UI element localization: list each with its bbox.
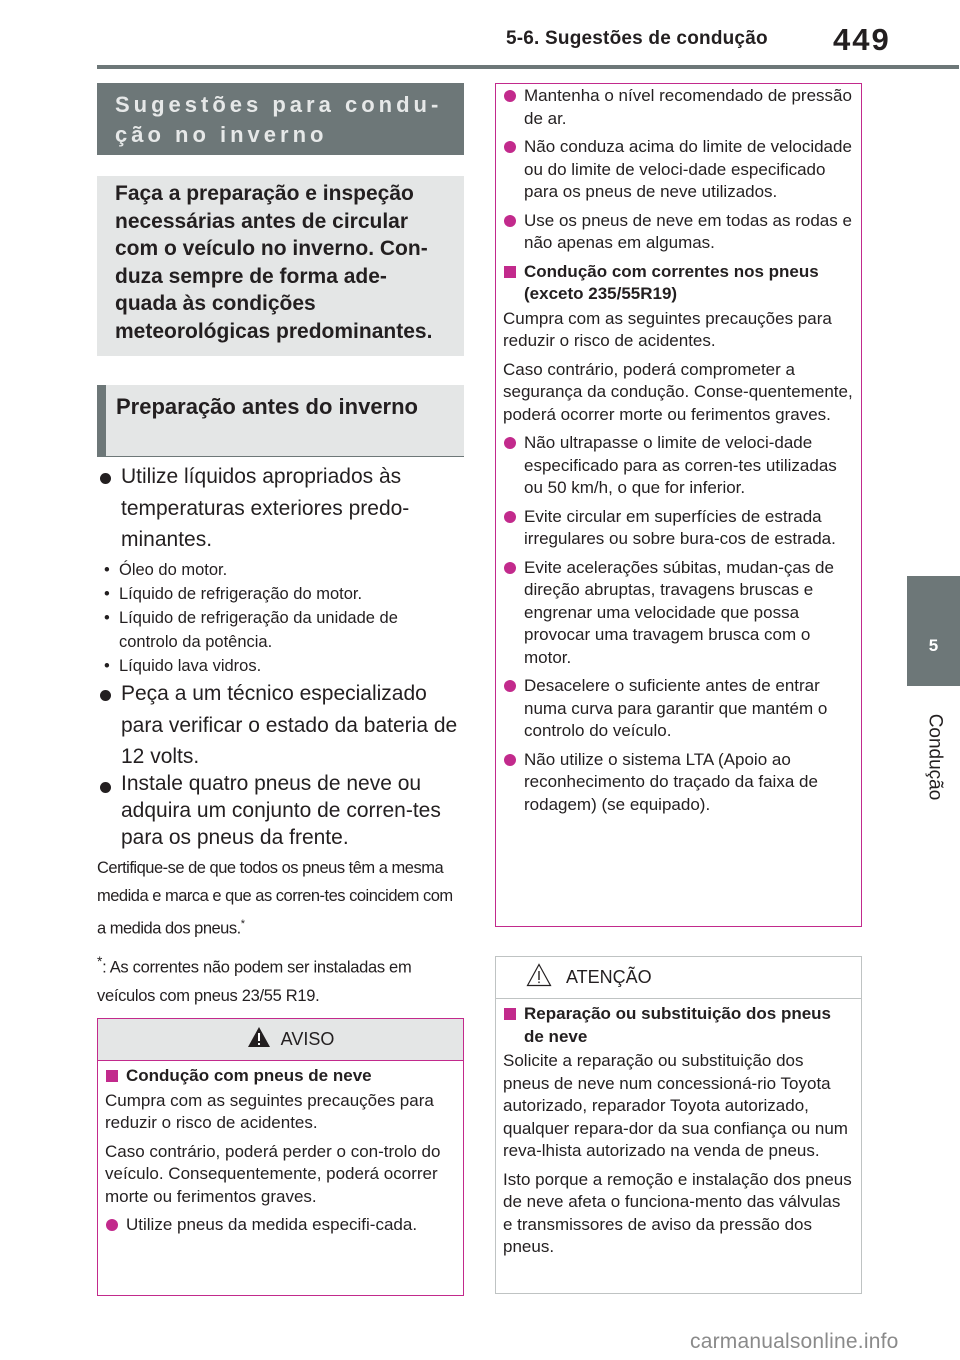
caution-box: [495, 956, 862, 1294]
tyre-note: [97, 854, 459, 943]
bullet-text: Utilize líquidos apropriados às temperaturas exteriores predo-minantes.: [121, 465, 410, 551]
chains-item: Evite acelerações súbitas, mudan-ças de direção abruptas, travagens bruscas e engrenar uma velocidade que possa provocar uma travagem brusca com o motor.: [503, 557, 855, 670]
bullet-text: Instale quatro pneus de neve ou adquira um conjunto de corren-tes para os pneus da frente.: [121, 772, 441, 849]
warning-item: Utilize pneus da medida especifi-cada.: [105, 1214, 456, 1237]
chains-paragraph: Cumpra com as seguintes precauções para reduzir o risco de acidentes.: [503, 308, 832, 350]
warning-paragraph: Caso contrário, poderá perder o con-trolo do veículo. Consequentemente, poderá ocorrer morte ou ferimentos graves.: [105, 1141, 441, 1206]
note-marker: *: [240, 918, 245, 930]
bullet-dot: [100, 473, 111, 484]
fluid-list-item: • Óleo do motor.: [104, 558, 459, 582]
footnote-text: : As correntes não podem ser instaladas em veículos com pneus 23/55 R19.: [97, 958, 412, 1005]
caution-paragraph: Solicite a reparação ou substituição dos pneus de neve num concessioná-rio Toyota autorizado, reparador Toyota autorizado, qualquer repara-dor da sua confiança ou num reva-lhista autorizado na venda de pneus.: [503, 1051, 848, 1160]
chains-item: Evite circular em superfícies de estrada irregulares ou sobre bura-cos de estrada.: [503, 506, 855, 551]
chapter-tab-number: 5: [907, 576, 960, 686]
warning-item: Use os pneus de neve em todas as rodas e não apenas em algumas.: [503, 210, 855, 255]
chains-item: Não utilize o sistema LTA (Apoio ao reconhecimento do traçado da faixa de rodagem) (se equipado).: [503, 749, 855, 817]
site-watermark: carmanualsonline.info: [690, 1330, 899, 1353]
warning-paragraph: Cumpra com as seguintes precauções para reduzir o risco de acidentes.: [105, 1090, 434, 1132]
warning-heading: Condução com pneus de neve: [105, 1065, 456, 1088]
bullet-text: Peça a um técnico especializado para verificar o estado da bateria de 12 volts.: [121, 682, 458, 768]
caution-label: ATENÇÃO: [566, 967, 652, 987]
warning-header: [98, 1019, 463, 1061]
chains-paragraph: Caso contrário, poderá comprometer a segurança da condução. Conse-quentemente, poderá ocorrer morte ou ferimentos graves.: [503, 359, 853, 424]
section-title: 5-6. Sugestões de condução: [506, 28, 768, 49]
chains-item: Não ultrapasse o limite de veloci-dade especificado para as corren-tes utilizadas ou 50 km/h, o que for inferior.: [503, 432, 855, 500]
fluid-list-item: • Líquido de refrigeração da unidade de controlo da potência.: [104, 606, 459, 654]
fluid-list-item: • Líquido de refrigeração do motor.: [104, 582, 459, 606]
warning-body: [98, 1061, 463, 1237]
chains-heading: Condução com correntes nos pneus (exceto 235/55R19): [503, 261, 855, 306]
bullet-dot: [100, 782, 111, 793]
bullet-dot: [100, 690, 111, 701]
fluid-list: [104, 558, 459, 678]
warning-continuation-box: [495, 83, 862, 927]
caution-paragraph: Isto porque a remoção e instalação dos pneus de neve afeta o funciona-mento das válvulas e transmissores de aviso da pressão dos pneus.: [503, 1169, 852, 1256]
bullet-item: [100, 770, 458, 851]
caution-triangle-icon: [526, 963, 552, 992]
warning-item: Mantenha o nível recomendado de pressão de ar.: [503, 85, 855, 130]
bullet-item: [100, 678, 458, 773]
page-number: 449: [833, 22, 891, 57]
caution-heading: Reparação ou substituição dos pneus de neve: [503, 1003, 854, 1048]
warning-label: AVISO: [280, 1029, 335, 1049]
chapter-tab-label: [899, 702, 960, 812]
section-heading: Preparação antes do inverno: [97, 385, 464, 457]
chapter-tab-label-text: Condução: [924, 713, 945, 801]
footnote-marker: *: [97, 954, 103, 969]
caution-header: [496, 957, 861, 999]
footnote: [97, 948, 459, 1010]
intro-summary: Faça a preparação e inspeção necessárias antes de circular com o veículo no inverno. Con-duza sempre de forma ade-quada às condições meteorológicas predominantes.: [97, 176, 464, 356]
warning-triangle-icon: [247, 1026, 271, 1053]
header-rule: [97, 65, 959, 69]
bullet-item: [100, 461, 458, 556]
fluid-list-item: • Líquido lava vidros.: [104, 654, 459, 678]
tyre-note-text: Certifique-se de que todos os pneus têm a mesma medida e marca e que as corren-tes coincidem com a medida dos pneus.: [97, 859, 453, 938]
warning-item: Não conduza acima do limite de velocidade ou do limite de veloci-dade especificado para os pneus de neve utilizados.: [503, 136, 855, 204]
chains-item: Desacelere o suficiente antes de entrar numa curva para garantir que mantém o controlo do veículo.: [503, 675, 855, 743]
warning-box: [97, 1018, 464, 1296]
caution-body: [496, 999, 861, 1259]
topic-title: Sugestões para condu- ção no inverno: [97, 83, 464, 155]
